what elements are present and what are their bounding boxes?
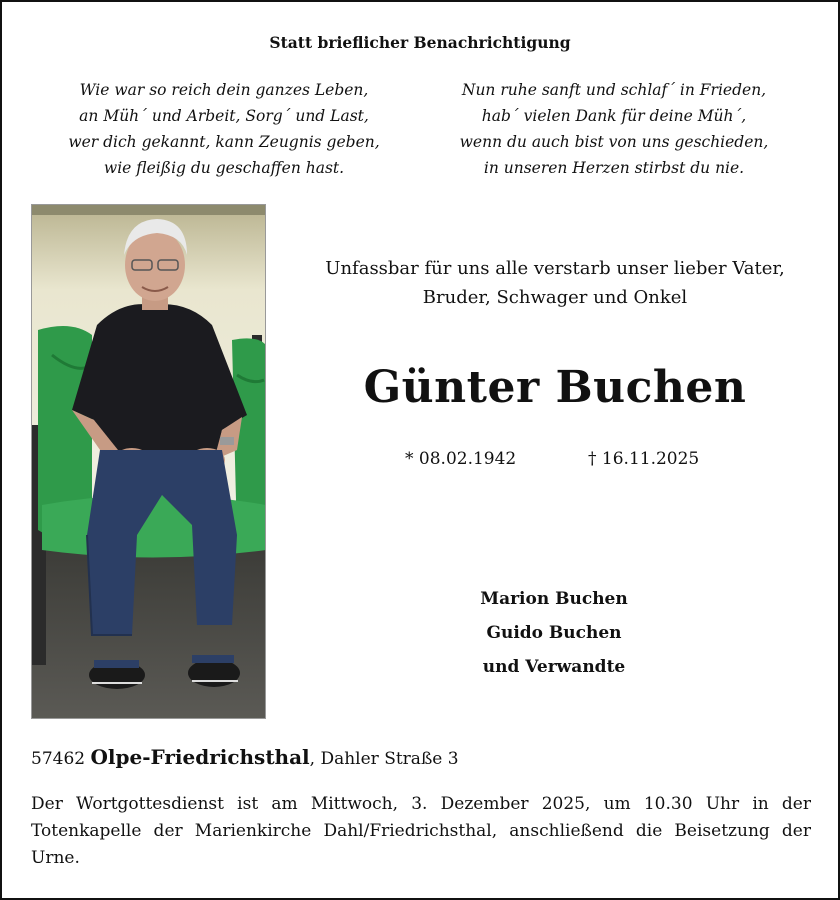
portrait-illustration xyxy=(32,205,266,719)
portrait-photo xyxy=(31,204,266,719)
poem-line: Wie war so reich dein ganzes Leben, xyxy=(79,81,369,99)
poem-line: wer dich gekannt, kann Zeugnis geben, xyxy=(68,133,380,151)
death-announcement-intro xyxy=(300,254,810,312)
mourner-name: Marion Buchen xyxy=(480,589,628,609)
intro-line: Unfassbar für uns alle verstarb unser lieber Vater, xyxy=(325,258,785,279)
poem-line: in unseren Herzen stirbst du nie. xyxy=(483,159,745,177)
funeral-service-details: Der Wortgottesdienst ist am Mittwoch, 3. Dezember 2025, um 10.30 Uhr in der Totenkapelle der Marienkirche Dahl/Friedrichsthal, anschließend die Beisetzung der Urne. xyxy=(31,794,811,868)
poem-line: hab´ vielen Dank für deine Müh´, xyxy=(481,107,747,125)
poem-line: Nun ruhe sanft und schlaf´ in Frieden, xyxy=(461,81,767,99)
poem-left xyxy=(54,77,394,181)
mourner-name: Guido Buchen xyxy=(486,623,622,643)
mourners-list xyxy=(404,582,704,684)
death-date: † 16.11.2025 xyxy=(588,449,700,469)
address-city: Olpe-Friedrichsthal xyxy=(90,745,310,769)
poem-line: wie fleißig du geschaffen hast. xyxy=(103,159,345,177)
address-zip: 57462 xyxy=(31,749,91,769)
address-street: , Dahler Straße 3 xyxy=(309,749,459,769)
mourner-name: und Verwandte xyxy=(482,657,626,677)
mourning-address xyxy=(31,745,459,769)
poem-right xyxy=(444,77,784,181)
notice-heading: Statt brieflicher Benachrichtigung xyxy=(269,33,571,52)
poem-line: wenn du auch bist von uns geschieden, xyxy=(459,133,769,151)
deceased-name: Günter Buchen xyxy=(363,362,747,413)
birth-date: * 08.02.1942 xyxy=(405,449,517,469)
poem-line: an Müh´ und Arbeit, Sorg´ und Last, xyxy=(79,107,369,125)
intro-line: Bruder, Schwager und Onkel xyxy=(422,287,688,308)
